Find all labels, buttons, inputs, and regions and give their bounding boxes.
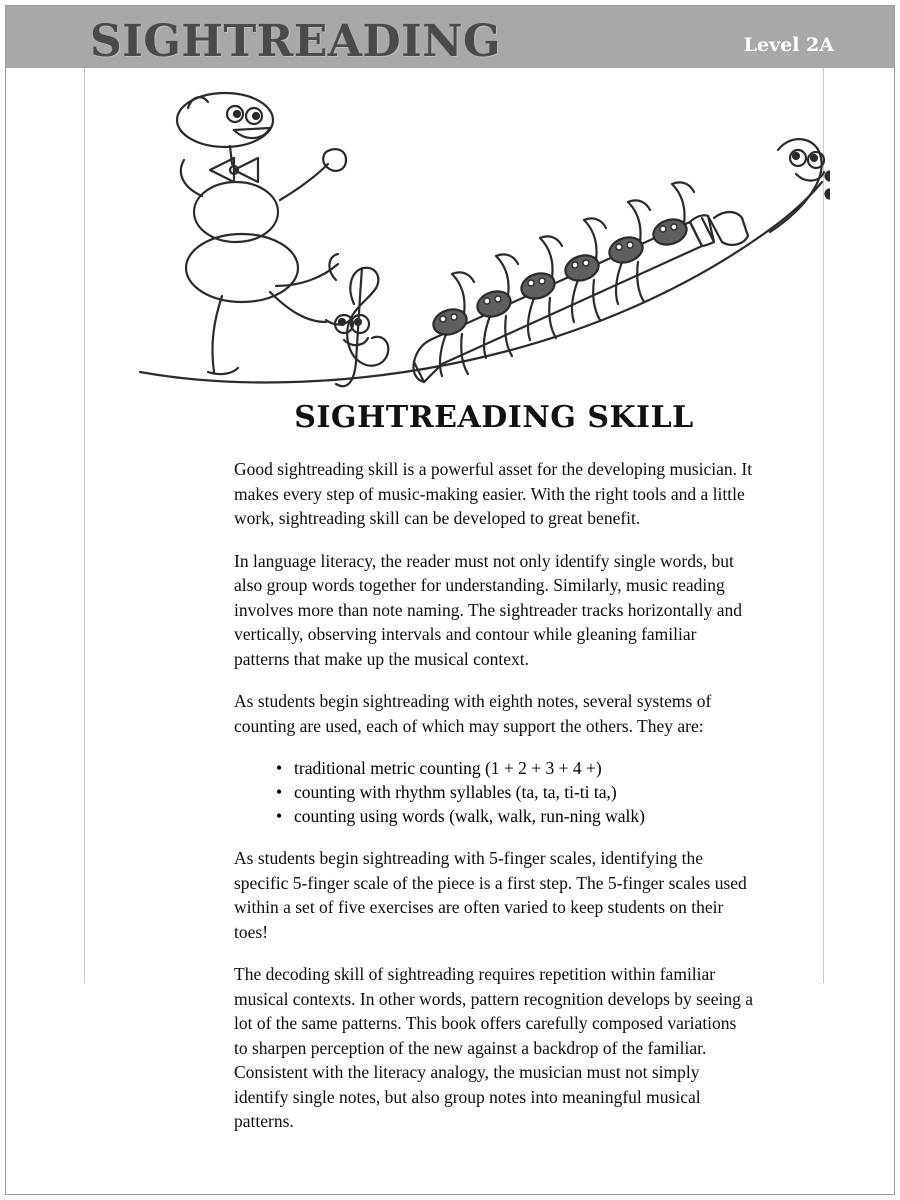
paragraph-4: As students begin sightreading with 5-finger scales, identifying the specific 5-finger scale of the piece is a first step. The 5-finger scales used within a set of five exercises are often varied to keep students on their toes! bbox=[234, 848, 747, 942]
paragraph-1: Good sightreading skill is a powerful asset for the developing musician. It makes every step of music-making easier. With the right tools and a little work, sightreading skill can be developed to great benefit. bbox=[234, 459, 753, 528]
paragraph-3: As students begin sightreading with eighth notes, several systems of counting are used, each of which may support the others. They are: bbox=[234, 691, 712, 736]
paragraph-5: The decoding skill of sightreading requires repetition within familiar musical contexts. In other words, pattern recognition develops by seeing a lot of the same patterns. This book offers carefully composed variations to sharpen perception of the new against a backdrop of the familiar. Consistent with the literacy analogy, the musician must not simply identify single notes, but also group notes into meaningful musical patterns. bbox=[234, 964, 754, 1131]
article bbox=[234, 400, 754, 1134]
level-badge: Level 2A bbox=[743, 34, 834, 56]
list-item: • counting with rhythm syllables (ta, ta, ti-ti ta,) bbox=[276, 780, 754, 804]
page-title: SIGHTREADING bbox=[90, 16, 502, 67]
paragraph-2: In language literacy, the reader must not only identify single words, but also group words together for understanding. Similarly, music reading involves more than note naming. The sightreader tracks horizontally and vertically, observing intervals and contour while gleaning familiar patterns that make up the musical context. bbox=[234, 550, 743, 669]
counting-systems-list bbox=[234, 756, 754, 828]
page-header bbox=[6, 6, 894, 68]
article-title: SIGHTREADING SKILL bbox=[294, 400, 694, 435]
list-item: • traditional metric counting (1 + 2 + 3 + 4 +) bbox=[276, 756, 754, 780]
illustration bbox=[130, 72, 830, 392]
cartoon-pencil-illustration bbox=[130, 72, 830, 392]
list-item: • counting using words (walk, walk, run-ning walk) bbox=[276, 804, 754, 828]
